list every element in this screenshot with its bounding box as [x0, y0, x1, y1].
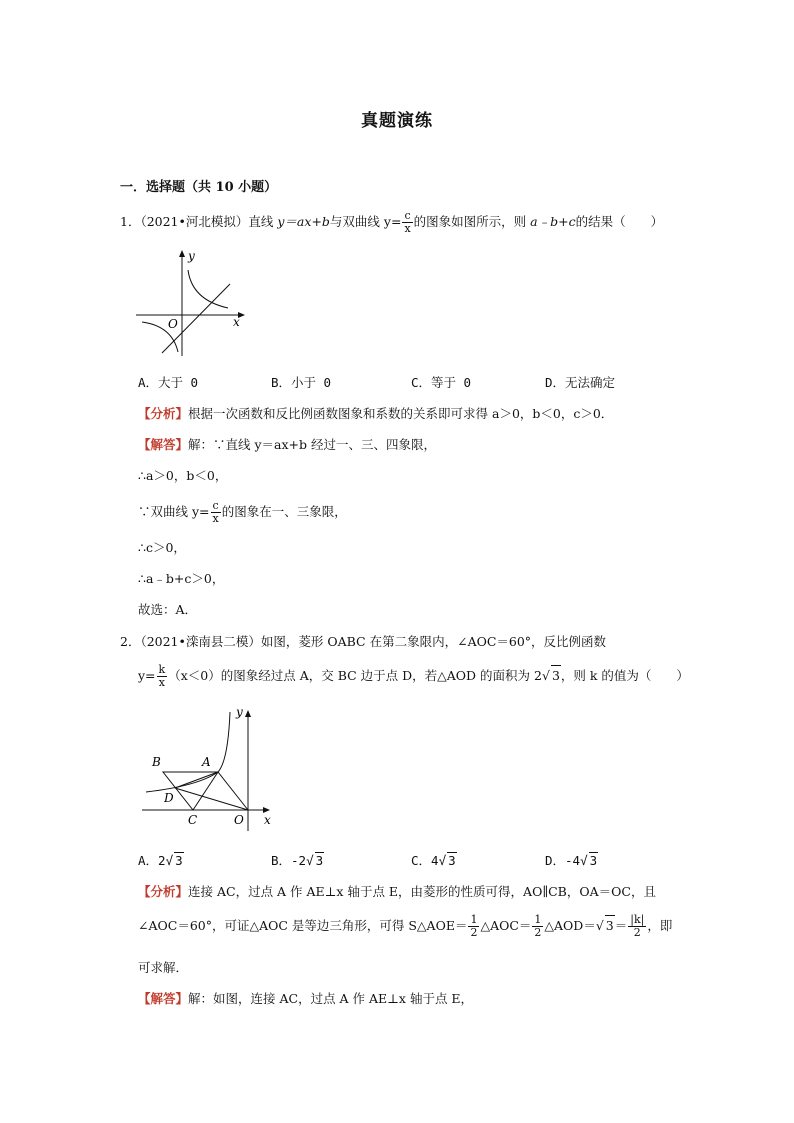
q2-origin-label: O — [234, 813, 244, 827]
solution-text: ∵双曲线 y= — [138, 504, 210, 519]
analysis-text: △AOC＝ — [480, 918, 532, 933]
q2-point-d-label: D — [164, 791, 174, 805]
q2-graph — [138, 706, 284, 834]
q1-fraction — [402, 210, 412, 235]
analysis-text: 根据一次函数和反比例函数图象和系数的关系即可求得 a＞0，b＜0，c＞0． — [188, 406, 614, 421]
solution-text: 解：如图，连接 AC，过点 A 作 AE⊥x 轴于点 E， — [188, 991, 474, 1006]
q2-option-a[interactable]: A．2√ 3 — [138, 853, 183, 868]
q1-graph — [132, 248, 252, 360]
option-text: D．-4 — [545, 853, 581, 868]
q1-analysis — [138, 404, 613, 424]
page-title: 真题演练 — [361, 111, 433, 131]
sqrt-radicand: 3 — [605, 915, 615, 936]
absk-fraction — [628, 914, 646, 939]
q1-x-label: x — [233, 315, 240, 329]
q1-stem-text: 与双曲线 y= — [329, 214, 402, 229]
analysis-tag: 【分析】 — [138, 884, 189, 899]
frac-den: 2 — [470, 926, 478, 939]
frac-num: 1 — [534, 913, 542, 926]
half-fraction — [468, 914, 479, 939]
q1-stem-text: 的图象如图所示，则 — [413, 214, 531, 229]
q1-sol-fraction — [211, 500, 221, 525]
q1-stem — [120, 210, 663, 235]
q1-option-b[interactable]: B．小于 0 — [271, 375, 332, 390]
q1-solution-3 — [138, 500, 347, 525]
frac-den: 2 — [633, 926, 641, 939]
q2-point-c-label: C — [188, 813, 198, 827]
analysis-text: ∠AOC＝60°，可证△AOC 是等边三角形，可得 S△AOE＝ — [138, 918, 468, 933]
frac-den: x — [212, 512, 219, 525]
q2-analysis-2: ∠AOC＝60°，可证△AOC 是等边三角形，可得 S△AOE＝ $\frac{1}{2}$ △AOC＝ $\frac{1}{2}$ △AOD＝√ 3＝ $\frac{|k|}{2}$ ，即 — [138, 913, 673, 939]
analysis-text: ＝ — [614, 918, 628, 933]
q2-analysis-1 — [138, 882, 656, 902]
q2-fraction — [157, 664, 168, 689]
sqrt-radicand: 3 — [175, 853, 183, 868]
q1-option-a[interactable]: A．大于 0 — [138, 375, 199, 390]
stem-text: y= — [138, 668, 156, 683]
half-fraction — [532, 914, 543, 939]
frac-num: |k| — [630, 913, 645, 926]
solution-tag: 【解答】 — [138, 991, 189, 1006]
frac-den: x — [158, 676, 165, 689]
q1-solution-6: 故选：A． — [138, 602, 198, 617]
frac-den: 2 — [534, 926, 542, 939]
option-text: A．2 — [138, 853, 166, 868]
q2-analysis-3: 可求解． — [138, 960, 189, 975]
q2-option-b[interactable]: B．-2√ 3 — [271, 853, 324, 868]
q1-stem-text: 1．（2021•河北模拟）直线 — [120, 214, 278, 229]
q1-origin-label: O — [168, 317, 178, 331]
sqrt-radicand: 3 — [448, 853, 456, 868]
q1-line-equation: y＝ax+b — [277, 214, 330, 229]
frac-num: c — [211, 500, 221, 513]
frac-den: x — [404, 222, 411, 235]
q1-stem-text: 的结果（ ） — [575, 214, 664, 229]
q2-solution-1 — [138, 989, 473, 1009]
sqrt-radicand: 3 — [315, 853, 324, 868]
option-text: B．-2 — [271, 853, 307, 868]
sqrt-radicand: 3 — [551, 665, 561, 686]
q1-option-c[interactable]: C．等于 0 — [411, 375, 472, 390]
q1-option-d[interactable]: D．无法确定 — [545, 375, 616, 390]
q2-point-a-label: A — [202, 755, 211, 769]
frac-num: c — [402, 210, 412, 223]
q2-y-label: y — [236, 706, 243, 719]
frac-num: k — [158, 663, 166, 676]
q2-stem-line1: 2．（2021•滦南县二模）如图，菱形 OABC 在第二象限内，∠AOC＝60°，反比例函数 — [120, 634, 607, 649]
solution-text: 的图象在一、三象限， — [221, 504, 347, 519]
analysis-text: △AOD＝ — [544, 918, 596, 933]
frac-num: 1 — [470, 913, 478, 926]
q2-point-b-label: B — [152, 755, 161, 769]
q1-solution-5: ∴a﹣b+c＞0， — [138, 571, 225, 586]
q2-option-c[interactable]: C．4√ 3 — [411, 853, 456, 868]
q1-y-label: y — [188, 249, 195, 263]
analysis-tag: 【分析】 — [138, 406, 189, 421]
solution-tag: 【解答】 — [138, 437, 189, 452]
analysis-text: ，即 — [647, 918, 673, 933]
stem-text: （x＜0）的图象经过点 A，交 BC 边于点 D，若△AOD 的面积为 2 — [168, 668, 542, 683]
stem-text: ，则 k 的值为（ ） — [560, 668, 689, 683]
sqrt-radicand: 3 — [589, 853, 598, 868]
q1-solution-1 — [138, 435, 436, 455]
q1-solution-4: ∴c＞0， — [138, 540, 186, 555]
q1-expression: a﹣b+c — [530, 214, 576, 229]
q2-option-d[interactable]: D．-4√ 3 — [545, 853, 598, 868]
solution-text: 解：∵直线 y＝ax+b 经过一、三、四象限， — [188, 437, 437, 452]
q2-stem-line2: y= $\frac{k}{x}$ （x＜0）的图象经过点 A，交 BC 边于点 D，若△AOD 的面积为 2√ 3，则 k 的值为（ ） — [138, 663, 689, 689]
q2-x-label: x — [264, 813, 271, 827]
section-heading: 一．选择题（共 10 小题） — [120, 180, 278, 195]
option-text: C．4 — [411, 853, 439, 868]
q1-solution-2: ∴a＞0，b＜0， — [138, 468, 228, 483]
analysis-text: 连接 AC，过点 A 作 AE⊥x 轴于点 E，由菱形的性质可得，AO∥CB，OA＝OC，且 — [188, 884, 656, 899]
